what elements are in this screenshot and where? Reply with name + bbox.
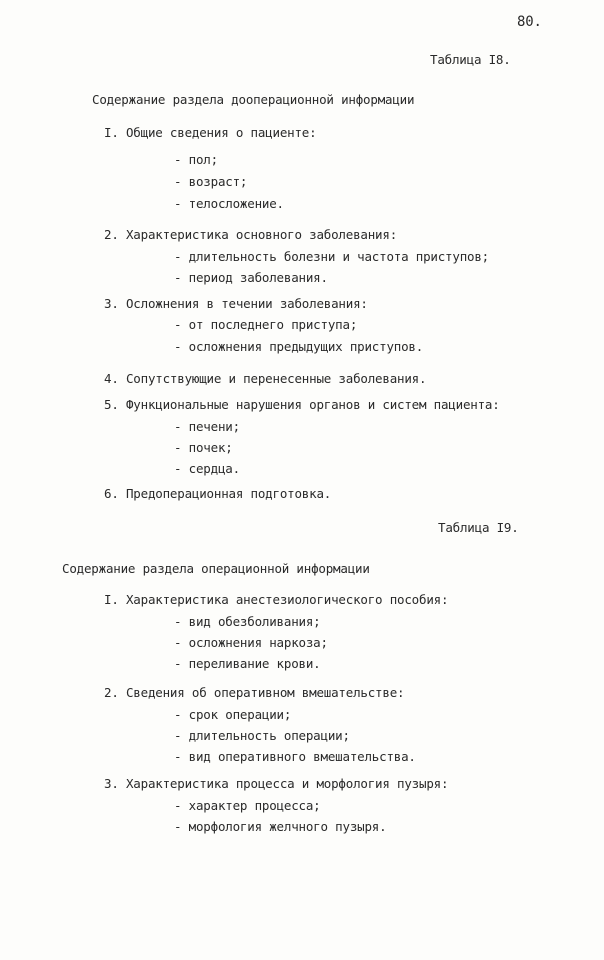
t19-item-3-sub-1: - характер процесса; (174, 798, 321, 813)
t18-item-3-sub-2: - осложнения предыдущих приступов. (174, 339, 424, 354)
t19-item-3: 3. Характеристика процесса и морфология пузыря: (104, 776, 449, 791)
t19-item-3-sub-2: - морфология желчного пузыря. (174, 819, 387, 834)
t18-item-5-sub-1: - печени; (174, 419, 240, 434)
t18-item-3: 3. Осложнения в течении заболевания: (104, 296, 368, 311)
t18-item-5-sub-3: - сердца. (174, 461, 240, 476)
t19-item-1-sub-2: - осложнения наркоза; (174, 635, 328, 650)
t19-item-2-sub-3: - вид оперативного вмешательства. (174, 749, 416, 764)
t18-item-1-sub-1: - пол; (174, 152, 218, 167)
t18-item-5: 5. Функциональные нарушения органов и систем пациента: (104, 397, 500, 412)
t19-item-2-sub-2: - длительность операции; (174, 728, 350, 743)
t18-item-2: 2. Характеристика основного заболевания: (104, 227, 398, 242)
t19-item-2: 2. Сведения об оперативном вмешательстве: (104, 685, 405, 700)
t18-item-4: 4. Сопутствующие и перенесенные заболевания. (104, 371, 427, 386)
table-19-heading: Содержание раздела операционной информации (62, 561, 370, 576)
t18-item-2-sub-2: - период заболевания. (174, 270, 328, 285)
t19-item-1-sub-1: - вид обезболивания; (174, 614, 321, 629)
t19-item-1: I. Характеристика анестезиологического пособия: (104, 592, 449, 607)
t19-item-2-sub-1: - срок операции; (174, 707, 292, 722)
t18-item-3-sub-1: - от последнего приступа; (174, 317, 358, 332)
t18-item-2-sub-1: - длительность болезни и частота приступов; (174, 249, 490, 264)
t19-item-1-sub-3: - переливание крови. (174, 656, 321, 671)
t18-item-1: I. Общие сведения о пациенте: (104, 125, 317, 140)
table-18-heading: Содержание раздела дооперационной информации (92, 92, 415, 107)
page-number: 80. (517, 14, 542, 30)
table-18-label: Таблица I8. (430, 52, 511, 67)
table-19-label: Таблица I9. (438, 520, 519, 535)
t18-item-6: 6. Предоперационная подготовка. (104, 486, 332, 501)
t18-item-1-sub-3: - телосложение. (174, 196, 284, 211)
t18-item-1-sub-2: - возраст; (174, 174, 248, 189)
t18-item-5-sub-2: - почек; (174, 440, 233, 455)
